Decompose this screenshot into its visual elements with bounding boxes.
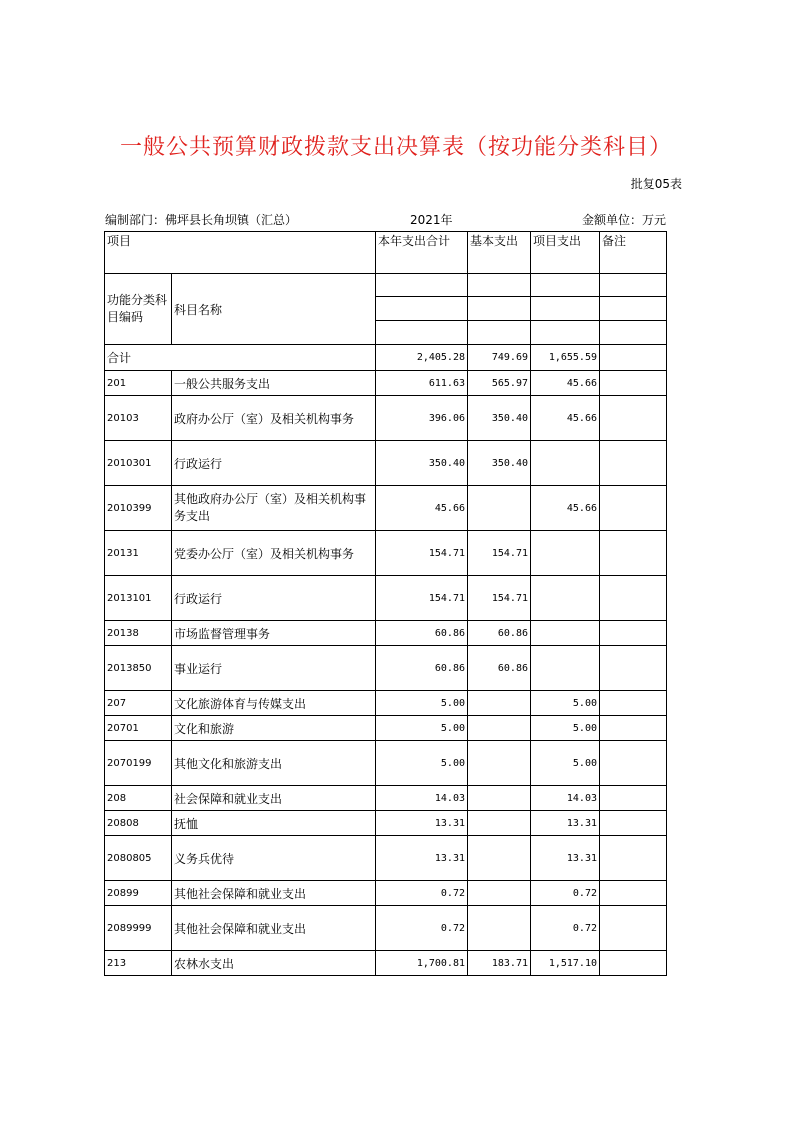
row-total: 14.03: [376, 786, 468, 811]
total-amount: 2,405.28: [376, 345, 468, 371]
row-basic: [468, 881, 531, 906]
row-project: 5.00: [531, 691, 600, 716]
table-row: [105, 811, 667, 836]
row-note: [600, 576, 667, 621]
row-code: 2013101: [105, 576, 172, 621]
table-row: [105, 741, 667, 786]
table-row: [105, 621, 667, 646]
row-basic: 565.97: [468, 371, 531, 396]
table-row: [105, 691, 667, 716]
row-note: [600, 716, 667, 741]
row-basic: 60.86: [468, 621, 531, 646]
row-code: 208: [105, 786, 172, 811]
table-row: [105, 881, 667, 906]
row-note: [600, 836, 667, 881]
row-total: 60.86: [376, 646, 468, 691]
row-note: [600, 621, 667, 646]
row-name: 其他社会保障和就业支出: [172, 906, 376, 951]
row-note: [600, 646, 667, 691]
empty-cell: [468, 297, 531, 321]
row-project: [531, 441, 600, 486]
row-code: 20131: [105, 531, 172, 576]
empty-cell: [531, 274, 600, 297]
total-basic: 749.69: [468, 345, 531, 371]
row-project: 5.00: [531, 716, 600, 741]
header-total: 本年支出合计: [376, 232, 468, 274]
row-total: 1,700.81: [376, 951, 468, 976]
row-basic: 183.71: [468, 951, 531, 976]
table-row: [105, 646, 667, 691]
row-code: 20808: [105, 811, 172, 836]
row-note: [600, 906, 667, 951]
row-code: 2010399: [105, 486, 172, 531]
row-code: 207: [105, 691, 172, 716]
row-total: 45.66: [376, 486, 468, 531]
row-basic: [468, 691, 531, 716]
row-total: 154.71: [376, 531, 468, 576]
empty-cell: [531, 297, 600, 321]
table-row: [105, 836, 667, 881]
row-total: 60.86: [376, 621, 468, 646]
row-basic: [468, 486, 531, 531]
row-project: 13.31: [531, 836, 600, 881]
row-project: 1,517.10: [531, 951, 600, 976]
header-note: 备注: [600, 232, 667, 274]
table-row: [105, 576, 667, 621]
row-total: 0.72: [376, 881, 468, 906]
table-row: [105, 486, 667, 531]
row-name: 市场监督管理事务: [172, 621, 376, 646]
row-name: 行政运行: [172, 441, 376, 486]
row-project: 45.66: [531, 486, 600, 531]
row-basic: [468, 811, 531, 836]
table-row: [105, 531, 667, 576]
row-code: 20899: [105, 881, 172, 906]
row-project: 0.72: [531, 906, 600, 951]
row-note: [600, 371, 667, 396]
row-name: 社会保障和就业支出: [172, 786, 376, 811]
page-title: 一般公共预算财政拨款支出决算表（按功能分类科目）: [119, 135, 672, 160]
table-row: [105, 906, 667, 951]
row-name: 行政运行: [172, 576, 376, 621]
row-basic: 350.40: [468, 441, 531, 486]
row-name: 义务兵优待: [172, 836, 376, 881]
row-code: 20701: [105, 716, 172, 741]
empty-cell: [376, 297, 468, 321]
subheader-row: [105, 274, 667, 297]
header-code: 功能分类科目编码: [105, 274, 172, 345]
row-code: 2070199: [105, 741, 172, 786]
row-project: 14.03: [531, 786, 600, 811]
row-project: 45.66: [531, 371, 600, 396]
row-project: [531, 576, 600, 621]
row-basic: [468, 716, 531, 741]
row-basic: [468, 836, 531, 881]
row-project: [531, 621, 600, 646]
row-note: [600, 396, 667, 441]
empty-cell: [531, 321, 600, 345]
row-total: 5.00: [376, 716, 468, 741]
total-label: 合计: [105, 345, 376, 371]
row-code: 213: [105, 951, 172, 976]
row-note: [600, 811, 667, 836]
row-total: 350.40: [376, 441, 468, 486]
row-name: 其他社会保障和就业支出: [172, 881, 376, 906]
row-total: 396.06: [376, 396, 468, 441]
row-basic: 154.71: [468, 531, 531, 576]
header-name: 科目名称: [172, 274, 376, 345]
row-basic: 154.71: [468, 576, 531, 621]
form-number: 批复05表: [630, 177, 682, 191]
expenditure-table: [104, 231, 667, 976]
fiscal-year: 2021年: [410, 213, 453, 227]
row-total: 13.31: [376, 811, 468, 836]
row-note: [600, 741, 667, 786]
row-note: [600, 531, 667, 576]
row-name: 其他文化和旅游支出: [172, 741, 376, 786]
row-name: 农林水支出: [172, 951, 376, 976]
row-name: 事业运行: [172, 646, 376, 691]
row-project: 13.31: [531, 811, 600, 836]
row-total: 5.00: [376, 741, 468, 786]
compiling-department: 编制部门：佛坪县长角坝镇（汇总）: [105, 213, 298, 227]
table-row: [105, 371, 667, 396]
row-note: [600, 881, 667, 906]
table-row: [105, 441, 667, 486]
row-basic: [468, 786, 531, 811]
row-project: [531, 646, 600, 691]
row-note: [600, 486, 667, 531]
row-code: 2089999: [105, 906, 172, 951]
empty-cell: [468, 274, 531, 297]
total-note: [600, 345, 667, 371]
row-total: 0.72: [376, 906, 468, 951]
empty-cell: [600, 321, 667, 345]
empty-cell: [376, 274, 468, 297]
header-project: 项目支出: [531, 232, 600, 274]
empty-cell: [468, 321, 531, 345]
row-project: 0.72: [531, 881, 600, 906]
row-note: [600, 691, 667, 716]
row-basic: [468, 741, 531, 786]
row-total: 611.63: [376, 371, 468, 396]
row-name: 一般公共服务支出: [172, 371, 376, 396]
row-note: [600, 441, 667, 486]
row-name: 文化旅游体育与传媒支出: [172, 691, 376, 716]
header-item: 项目: [105, 232, 376, 274]
row-project: 45.66: [531, 396, 600, 441]
table-row: [105, 396, 667, 441]
table-row: [105, 786, 667, 811]
row-total: 5.00: [376, 691, 468, 716]
row-code: 201: [105, 371, 172, 396]
row-total: 154.71: [376, 576, 468, 621]
row-note: [600, 786, 667, 811]
row-total: 13.31: [376, 836, 468, 881]
row-name: 其他政府办公厅（室）及相关机构事务支出: [172, 486, 376, 531]
row-basic: 350.40: [468, 396, 531, 441]
row-code: 2013850: [105, 646, 172, 691]
empty-cell: [600, 297, 667, 321]
empty-cell: [600, 274, 667, 297]
total-row: [105, 345, 667, 371]
row-basic: 60.86: [468, 646, 531, 691]
total-project: 1,655.59: [531, 345, 600, 371]
row-basic: [468, 906, 531, 951]
table-row: [105, 951, 667, 976]
row-code: 20103: [105, 396, 172, 441]
amount-unit: 金额单位：万元: [581, 213, 666, 227]
header-basic: 基本支出: [468, 232, 531, 274]
row-name: 政府办公厅（室）及相关机构事务: [172, 396, 376, 441]
row-code: 20138: [105, 621, 172, 646]
row-name: 抚恤: [172, 811, 376, 836]
row-project: [531, 531, 600, 576]
row-code: 2080805: [105, 836, 172, 881]
row-name: 党委办公厅（室）及相关机构事务: [172, 531, 376, 576]
row-code: 2010301: [105, 441, 172, 486]
empty-cell: [376, 321, 468, 345]
row-name: 文化和旅游: [172, 716, 376, 741]
row-project: 5.00: [531, 741, 600, 786]
header-row: [105, 232, 667, 274]
row-note: [600, 951, 667, 976]
table-row: [105, 716, 667, 741]
